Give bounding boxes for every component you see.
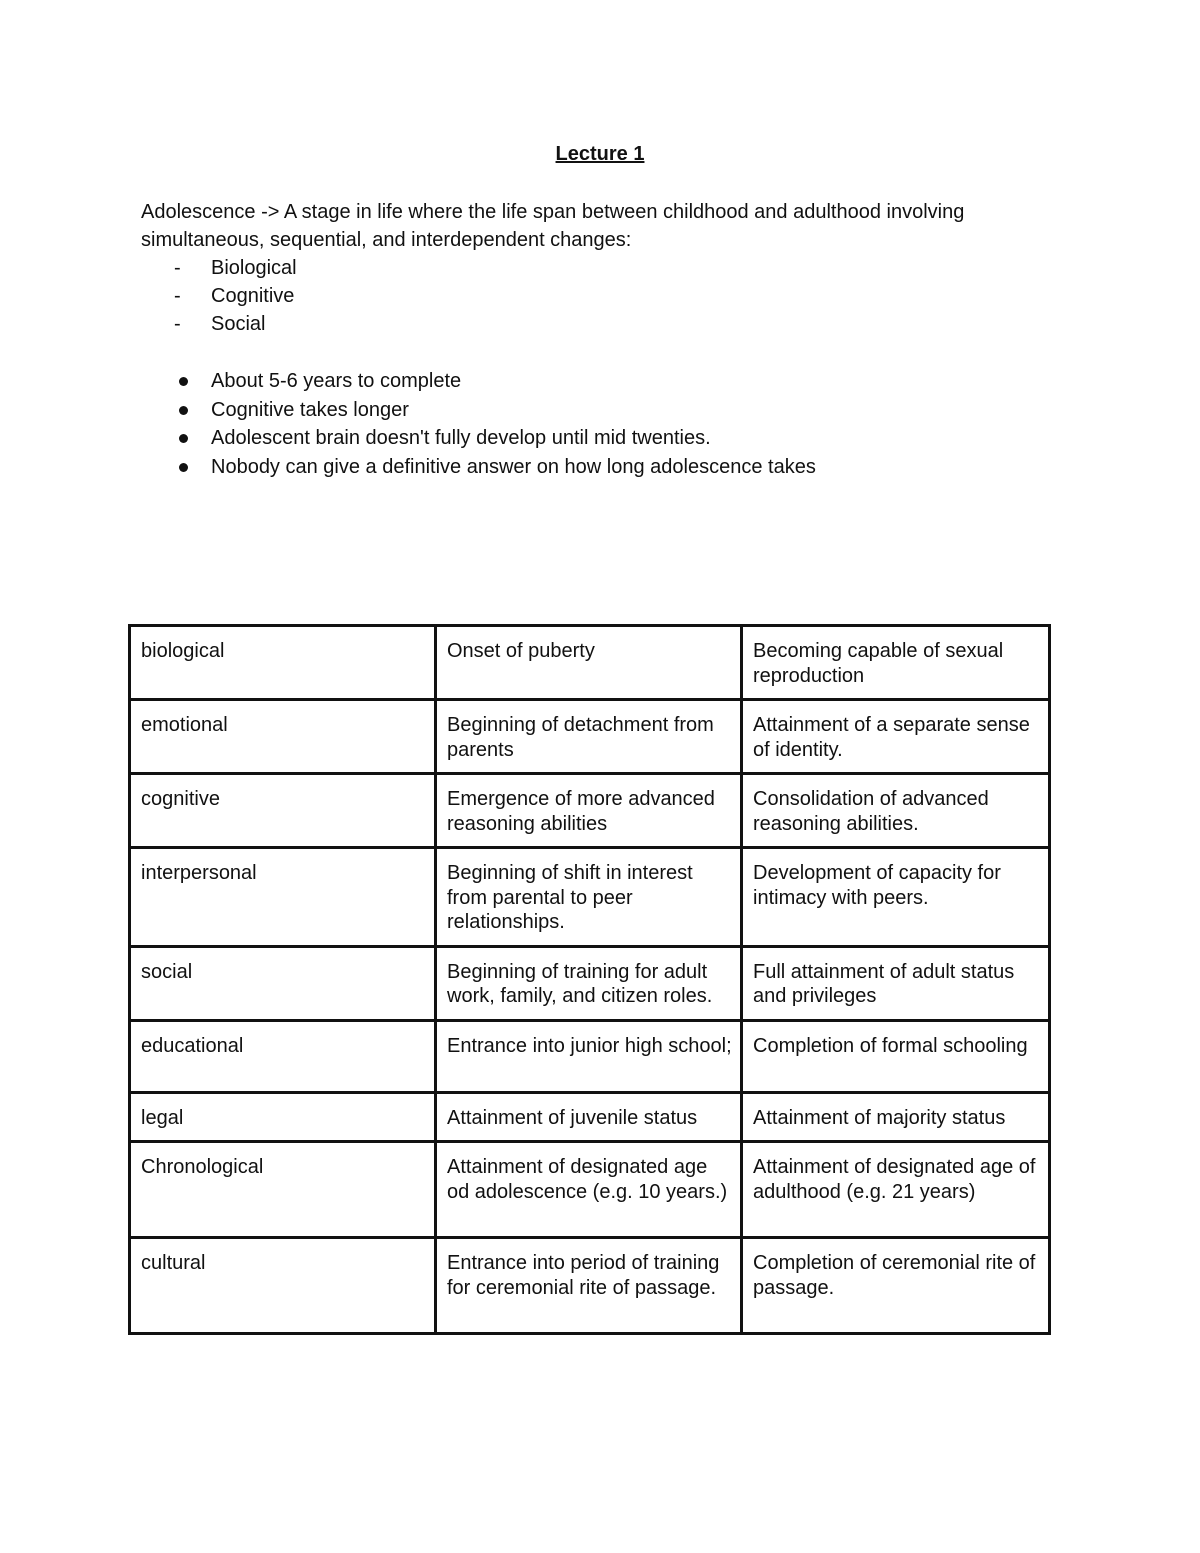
list-item (141, 367, 816, 396)
table-row (130, 848, 1050, 947)
bullet-icon (179, 463, 188, 472)
table-row (130, 774, 1050, 848)
bullet-icon (179, 406, 188, 415)
table-row (130, 946, 1050, 1020)
table-cell-domain: cognitive (130, 774, 436, 848)
table-cell-onset: Attainment of designated age od adolescence (e.g. 10 years.) (436, 1142, 742, 1238)
list-item-text: Social (211, 313, 266, 335)
list-item (141, 453, 816, 482)
table-cell-termination: Attainment of a separate sense of identity. (742, 700, 1050, 774)
list-item-text: Cognitive takes longer (211, 398, 409, 421)
table-cell-termination: Completion of ceremonial rite of passage. (742, 1238, 1050, 1334)
list-item-text: About 5-6 years to complete (211, 370, 462, 392)
changes-dash-list (141, 254, 297, 338)
bullet-icon (179, 434, 188, 443)
table-cell-domain: emotional (130, 700, 436, 774)
table-cell-domain: interpersonal (130, 848, 436, 947)
table-cell-onset: Entrance into junior high school; (436, 1020, 742, 1092)
list-item-text: Nobody can give a definitive answer on how long adolescence takes (211, 456, 816, 479)
table-row (130, 1238, 1050, 1334)
table-cell-domain: Chronological (130, 1142, 436, 1238)
table-cell-onset: Attainment of juvenile status (436, 1092, 742, 1142)
list-item-text: Cognitive (211, 285, 295, 307)
table-cell-onset: Onset of puberty (436, 626, 742, 700)
dash-marker: - (174, 257, 181, 279)
table-cell-domain: social (130, 946, 436, 1020)
table-cell-onset: Beginning of shift in interest from parental to peer relationships. (436, 848, 742, 947)
table-cell-termination: Completion of formal schooling (742, 1020, 1050, 1092)
intro-paragraph: Adolescence -> A stage in life where the life span between childhood and adulthood involving simultaneous, sequential, and interdependent changes: (141, 201, 965, 251)
list-item-text: Biological (211, 257, 297, 279)
list-item (141, 396, 816, 425)
table-cell-termination: Consolidation of advanced reasoning abilities. (742, 774, 1050, 848)
list-item (141, 310, 297, 338)
table-cell-termination: Attainment of designated age of adulthood (e.g. 21 years) (742, 1142, 1050, 1238)
list-item-text: Adolescent brain doesn't fully develop until mid twenties. (211, 427, 711, 450)
table-cell-termination: Attainment of majority status (742, 1092, 1050, 1142)
page-title: Lecture 1 (555, 143, 645, 165)
table-row (130, 1020, 1050, 1092)
table-cell-onset: Beginning of training for adult work, family, and citizen roles. (436, 946, 742, 1020)
table-cell-onset: Beginning of detachment from parents (436, 700, 742, 774)
list-item (141, 424, 816, 453)
transitions-table (128, 624, 1051, 1335)
table-cell-termination: Development of capacity for intimacy with peers. (742, 848, 1050, 947)
dash-marker: - (174, 285, 181, 307)
dash-marker: - (174, 313, 181, 335)
table-cell-domain: biological (130, 626, 436, 700)
list-item (141, 282, 297, 310)
table-row (130, 1142, 1050, 1238)
table-row (130, 1092, 1050, 1142)
list-item (141, 254, 297, 282)
table-cell-domain: legal (130, 1092, 436, 1142)
table-cell-onset: Emergence of more advanced reasoning abilities (436, 774, 742, 848)
table-cell-domain: cultural (130, 1238, 436, 1334)
facts-bullet-list (141, 367, 816, 482)
bullet-icon (179, 377, 188, 386)
table-row (130, 700, 1050, 774)
table-row (130, 626, 1050, 700)
table-cell-domain: educational (130, 1020, 436, 1092)
table-cell-termination: Full attainment of adult status and privileges (742, 946, 1050, 1020)
table-cell-onset: Entrance into period of training for ceremonial rite of passage. (436, 1238, 742, 1334)
table-cell-termination: Becoming capable of sexual reproduction (742, 626, 1050, 700)
